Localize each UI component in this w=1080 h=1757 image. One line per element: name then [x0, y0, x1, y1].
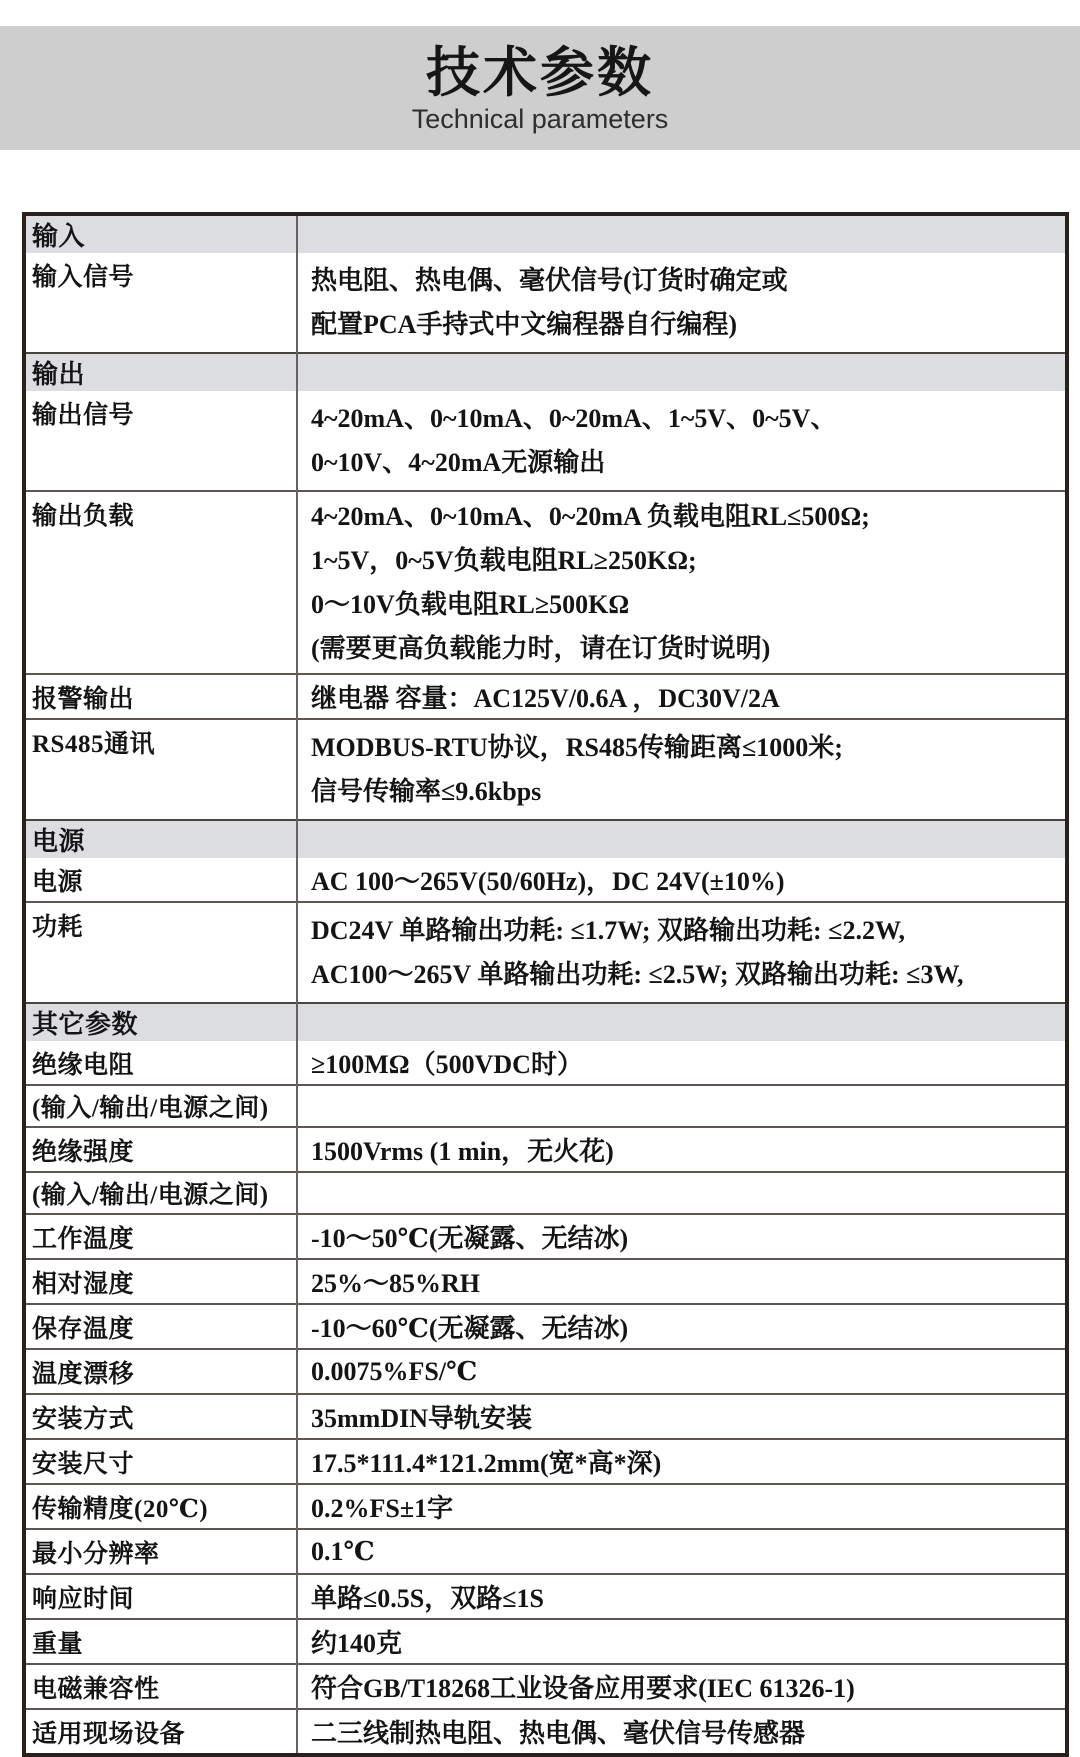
row-value	[297, 1259, 1067, 1304]
row-value	[297, 674, 1067, 719]
value-line: 0.0075%FS/℃	[311, 1356, 478, 1386]
spec-row	[24, 1439, 1067, 1484]
value-line: 约140克	[311, 1629, 403, 1658]
row-value	[297, 1394, 1067, 1439]
value-line: 1500Vrms (1 min，无火花)	[311, 1137, 614, 1166]
value-line: MODBUS-RTU协议，RS485传输距离≤1000米;	[311, 732, 843, 762]
value-line: 25%～85%RH	[311, 1269, 481, 1298]
spec-row	[24, 858, 1067, 902]
row-value	[297, 1439, 1067, 1484]
value-line: DC24V 单路输出功耗: ≤1.7W; 双路输出功耗: ≤2.2W,	[311, 915, 906, 945]
value-line: 4~20mA、0~10mA、0~20mA 负载电阻RL≤500Ω;	[311, 501, 870, 531]
spec-row	[24, 719, 1067, 820]
value-line: AC 100～265V(50/60Hz)，DC 24V(±10%)	[311, 867, 785, 896]
row-label: (输入/输出/电源之间)	[24, 1085, 297, 1127]
value-line: 0～10V负载电阻RL≥500KΩ	[311, 589, 630, 619]
value-line: -10～60℃(无凝露、无结冰)	[311, 1314, 629, 1343]
row-label: 相对湿度	[24, 1259, 297, 1304]
value-line: AC100～265V 单路输出功耗: ≤2.5W; 双路输出功耗: ≤3W,	[311, 959, 964, 989]
section-label: 输入	[24, 214, 297, 253]
value-line: 信号传输率≤9.6kbps	[311, 776, 542, 806]
page	[0, 26, 1080, 1748]
spec-row	[24, 1574, 1067, 1619]
row-label: 最小分辨率	[24, 1529, 297, 1574]
row-value	[297, 1619, 1067, 1664]
row-value	[297, 353, 1067, 391]
row-value	[297, 491, 1067, 674]
row-value	[297, 1214, 1067, 1259]
row-label: 功耗	[24, 902, 297, 1003]
row-value	[297, 1003, 1067, 1041]
spec-row	[24, 1259, 1067, 1304]
spec-section-row	[24, 353, 1067, 391]
row-label: 绝缘电阻	[24, 1041, 297, 1085]
row-label: 适用现场设备	[24, 1709, 297, 1755]
row-value	[297, 820, 1067, 858]
value-line: (需要更高负载能力时，请在订货时说明)	[311, 633, 771, 663]
spec-row	[24, 1041, 1067, 1085]
row-label: 报警输出	[24, 674, 297, 719]
spec-row	[24, 1394, 1067, 1439]
row-label: 响应时间	[24, 1574, 297, 1619]
row-value	[297, 1574, 1067, 1619]
row-value	[297, 1041, 1067, 1085]
spec-row	[24, 1349, 1067, 1394]
value-line: 0.2%FS±1字	[311, 1494, 454, 1523]
spec-row	[24, 391, 1067, 491]
value-line: 热电阻、热电偶、毫伏信号(订货时确定或	[311, 265, 788, 295]
spec-row	[24, 253, 1067, 353]
spec-row	[24, 1529, 1067, 1574]
spec-row	[24, 1484, 1067, 1529]
spec-row	[24, 674, 1067, 719]
row-value	[297, 1349, 1067, 1394]
row-value	[297, 1085, 1067, 1127]
row-value	[297, 391, 1067, 491]
row-value	[297, 902, 1067, 1003]
value-line: -10～50℃(无凝露、无结冰)	[311, 1224, 629, 1253]
row-label: 输入信号	[24, 253, 297, 353]
spec-section-row	[24, 1003, 1067, 1041]
page-subtitle: Technical parameters	[411, 103, 669, 134]
section-label: 电源	[24, 820, 297, 858]
spec-table-body	[24, 214, 1067, 1755]
row-value	[297, 253, 1067, 353]
spec-row	[24, 1085, 1067, 1127]
value-line: 单路≤0.5S，双路≤1S	[311, 1584, 544, 1613]
row-value	[297, 1484, 1067, 1529]
row-label: 重量	[24, 1619, 297, 1664]
spec-table	[22, 212, 1069, 1757]
value-line: 符合GB/T18268工业设备应用要求(IEC 61326-1)	[311, 1674, 855, 1703]
row-label: 绝缘强度	[24, 1127, 297, 1172]
page-header	[0, 26, 1080, 150]
row-label: 安装尺寸	[24, 1439, 297, 1484]
row-value	[297, 214, 1067, 253]
row-value	[297, 1304, 1067, 1349]
spec-row	[24, 1214, 1067, 1259]
row-label: 电源	[24, 858, 297, 902]
row-label: 输出负载	[24, 491, 297, 674]
row-label: 传输精度(20℃)	[24, 1484, 297, 1529]
row-label: 输出信号	[24, 391, 297, 491]
spec-section-row	[24, 820, 1067, 858]
row-label: 安装方式	[24, 1394, 297, 1439]
value-line: 35mmDIN导轨安装	[311, 1404, 532, 1433]
value-line: 0.1℃	[311, 1536, 375, 1566]
row-label: 工作温度	[24, 1214, 297, 1259]
value-line: 配置PCA手持式中文编程器自行编程)	[311, 309, 738, 339]
row-value	[297, 719, 1067, 820]
row-label: (输入/输出/电源之间)	[24, 1172, 297, 1214]
spec-row	[24, 1304, 1067, 1349]
section-label: 输出	[24, 353, 297, 391]
spec-row	[24, 902, 1067, 1003]
row-label: RS485通讯	[24, 719, 297, 820]
value-line: 继电器 容量：AC125V/0.6A ，DC30V/2A	[311, 684, 780, 713]
spec-row	[24, 1127, 1067, 1172]
value-line: 1~5V，0~5V负载电阻RL≥250KΩ;	[311, 545, 697, 575]
section-label: 其它参数	[24, 1003, 297, 1041]
row-value	[297, 1127, 1067, 1172]
value-line: 17.5*111.4*121.2mm(宽*高*深)	[311, 1449, 662, 1478]
spec-row	[24, 1172, 1067, 1214]
row-label: 电磁兼容性	[24, 1664, 297, 1709]
row-value	[297, 1529, 1067, 1574]
row-value	[297, 1172, 1067, 1214]
value-line: 0~10V、4~20mA无源输出	[311, 447, 606, 477]
spec-section-row	[24, 214, 1067, 253]
value-line: 4~20mA、0~10mA、0~20mA、1~5V、0~5V、	[311, 403, 837, 433]
value-line: 二三线制热电阻、热电偶、毫伏信号传感器	[311, 1719, 806, 1748]
row-value	[297, 1709, 1067, 1755]
page-title: 技术参数	[426, 42, 654, 103]
row-label: 保存温度	[24, 1304, 297, 1349]
spec-row	[24, 1619, 1067, 1664]
spec-row	[24, 491, 1067, 674]
row-label: 温度漂移	[24, 1349, 297, 1394]
spec-row	[24, 1664, 1067, 1709]
row-value	[297, 858, 1067, 902]
value-line: ≥100MΩ（500VDC时）	[311, 1050, 583, 1079]
spec-row	[24, 1709, 1067, 1755]
row-value	[297, 1664, 1067, 1709]
